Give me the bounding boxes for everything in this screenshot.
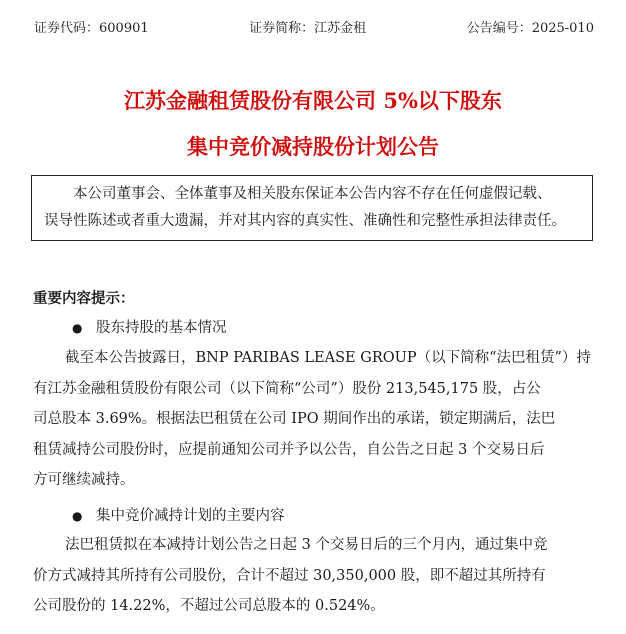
paragraph-line: 有江苏金融租赁股份有限公司（以下简称“公司”）股份 213,545,175 股，占公 <box>33 380 541 397</box>
bullet-shareholding-heading: 股东持股的基本情况 <box>96 320 227 336</box>
paragraph-line: 方可继续减持。 <box>33 472 135 488</box>
stock-code: 证券代码：600901 <box>34 21 149 36</box>
paragraph-line: 租赁减持公司股份时，应提前通知公司并予以公告，自公告之日起 3 个交易日后 <box>33 441 545 458</box>
header-row <box>34 20 594 38</box>
bullet-reduction-plan <box>72 506 285 526</box>
paragraph-line: 价方式减持其所持有公司股份，合计不超过 30,350,000 股，即不超过其所持有 <box>33 567 546 584</box>
key-points-heading: 重要内容提示： <box>33 290 135 307</box>
title-line-2: 集中竞价减持股份计划公告 <box>187 134 439 159</box>
disclaimer-line-2: 误导性陈述或者重大遗漏，并对其内容的真实性、准确性和完整性承担法律责任。 <box>44 213 566 229</box>
announcement-number: 公告编号：2025-010 <box>466 21 594 36</box>
paragraph-line: 司总股本 3.69%。根据法巴租赁在公司 IPO 期间作出的承诺，锁定期满后，法巴 <box>33 411 556 427</box>
bullet-shareholding <box>72 318 227 338</box>
title-line-1: 江苏金融租赁股份有限公司 5%以下股东 <box>124 88 502 113</box>
disclaimer-line-1: 本公司董事会、全体董事及相关股东保证本公告内容不存在任何虚假记载、 <box>73 186 552 202</box>
bullet-reduction-plan-heading: 集中竞价减持计划的主要内容 <box>96 508 285 524</box>
reduction-plan-paragraph <box>33 530 593 622</box>
paragraph-line: 公司股份的 14.22%，不超过公司总股本的 0.524%。 <box>33 598 385 614</box>
shareholding-paragraph <box>33 343 593 496</box>
paragraph-line: 法巴租赁拟在本减持计划公告之日起 3 个交易日后的三个月内，通过集中竞 <box>65 537 548 553</box>
disclaimer-box <box>31 175 593 241</box>
stock-short-name: 证券简称：江苏金租 <box>249 21 367 36</box>
paragraph-line: 截至本公告披露日，BNP PARIBAS LEASE GROUP（以下简称“法巴租赁”）持 <box>65 350 591 366</box>
bullet-icon: ● <box>72 509 83 523</box>
bullet-icon: ● <box>72 321 83 335</box>
